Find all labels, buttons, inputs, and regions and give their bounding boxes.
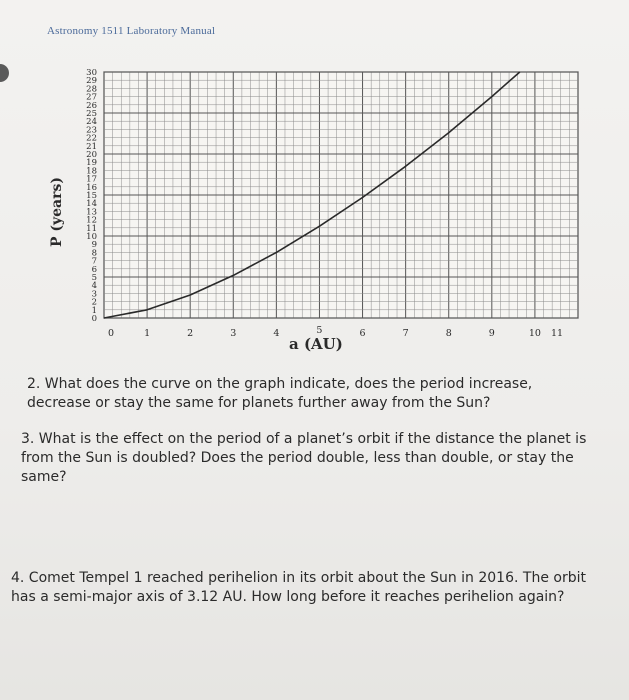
y-tick-label: 10 — [86, 232, 97, 242]
x-tick-label: 4 — [273, 328, 280, 339]
x-tick-label: 0 — [107, 328, 115, 339]
y-tick-label: 11 — [86, 223, 97, 234]
question-4: 4. Comet Tempel 1 reached perihelion in its orbit about the Sun in 2016. The orbit has a semi-major axis of 3.12 AU. How long before it reaches perihelion again? — [11, 570, 586, 605]
y-tick-label: 15 — [86, 191, 97, 201]
x-tick-label: 9 — [488, 328, 495, 339]
y-tick-label: 0 — [91, 314, 97, 324]
question-2: 2. What does the curve on the graph indicate, does the period increase, decrease or stay the same for planets further away from the Sun? — [27, 376, 533, 411]
y-tick-label: 14 — [86, 199, 97, 210]
question-3: 3. What is the effect on the period of a planet’s orbit if the distance the planet is from the Sun is doubled? Does the period double, less than double, or stay the same? — [21, 431, 587, 485]
y-tick-label: 30 — [86, 68, 97, 78]
x-tick-label: 8 — [445, 328, 452, 339]
y-tick-label: 23 — [86, 125, 97, 136]
x-tick-label: 1 — [144, 328, 151, 339]
y-tick-label: 25 — [86, 109, 97, 119]
x-tick-label: 11 — [550, 328, 564, 339]
y-tick-label: 17 — [86, 174, 97, 185]
y-tick-label: 18 — [86, 166, 97, 177]
y-tick-label: 26 — [86, 100, 97, 111]
x-tick-label: 2 — [187, 328, 194, 339]
y-tick-label: 4 — [91, 281, 97, 292]
x-tick-label: 3 — [230, 328, 237, 339]
x-tick-label: 6 — [359, 328, 366, 339]
y-tick-label: 27 — [86, 92, 97, 103]
chart-grid — [104, 72, 578, 318]
y-tick-label: 9 — [91, 240, 97, 251]
y-axis-label: P (years) — [49, 176, 65, 248]
y-tick-label: 24 — [86, 117, 97, 128]
y-tick-label: 5 — [91, 273, 97, 283]
x-tick-label: 5 — [316, 325, 323, 336]
y-tick-label: 1 — [91, 305, 97, 316]
y-tick-label: 16 — [86, 182, 97, 193]
x-tick-label: 10 — [528, 328, 541, 339]
y-tick-label: 6 — [91, 264, 97, 275]
y-tick-label: 19 — [86, 158, 97, 169]
y-tick-label: 29 — [86, 76, 97, 87]
y-tick-label: 2 — [91, 297, 97, 308]
x-tick-label: 7 — [402, 328, 409, 339]
y-tick-label: 13 — [86, 207, 97, 218]
y-tick-label: 28 — [86, 84, 97, 95]
y-tick-label: 21 — [86, 141, 97, 152]
y-tick-label: 3 — [91, 289, 97, 300]
y-tick-labels — [86, 68, 97, 324]
page-header: Astronomy 1511 Laboratory Manual — [47, 25, 216, 37]
x-axis-label: a (AU) — [289, 335, 343, 353]
y-tick-label: 12 — [86, 215, 97, 226]
y-tick-label: 20 — [86, 150, 97, 160]
y-tick-label: 8 — [91, 248, 97, 259]
y-tick-label: 7 — [91, 256, 97, 267]
y-tick-label: 22 — [86, 133, 97, 144]
